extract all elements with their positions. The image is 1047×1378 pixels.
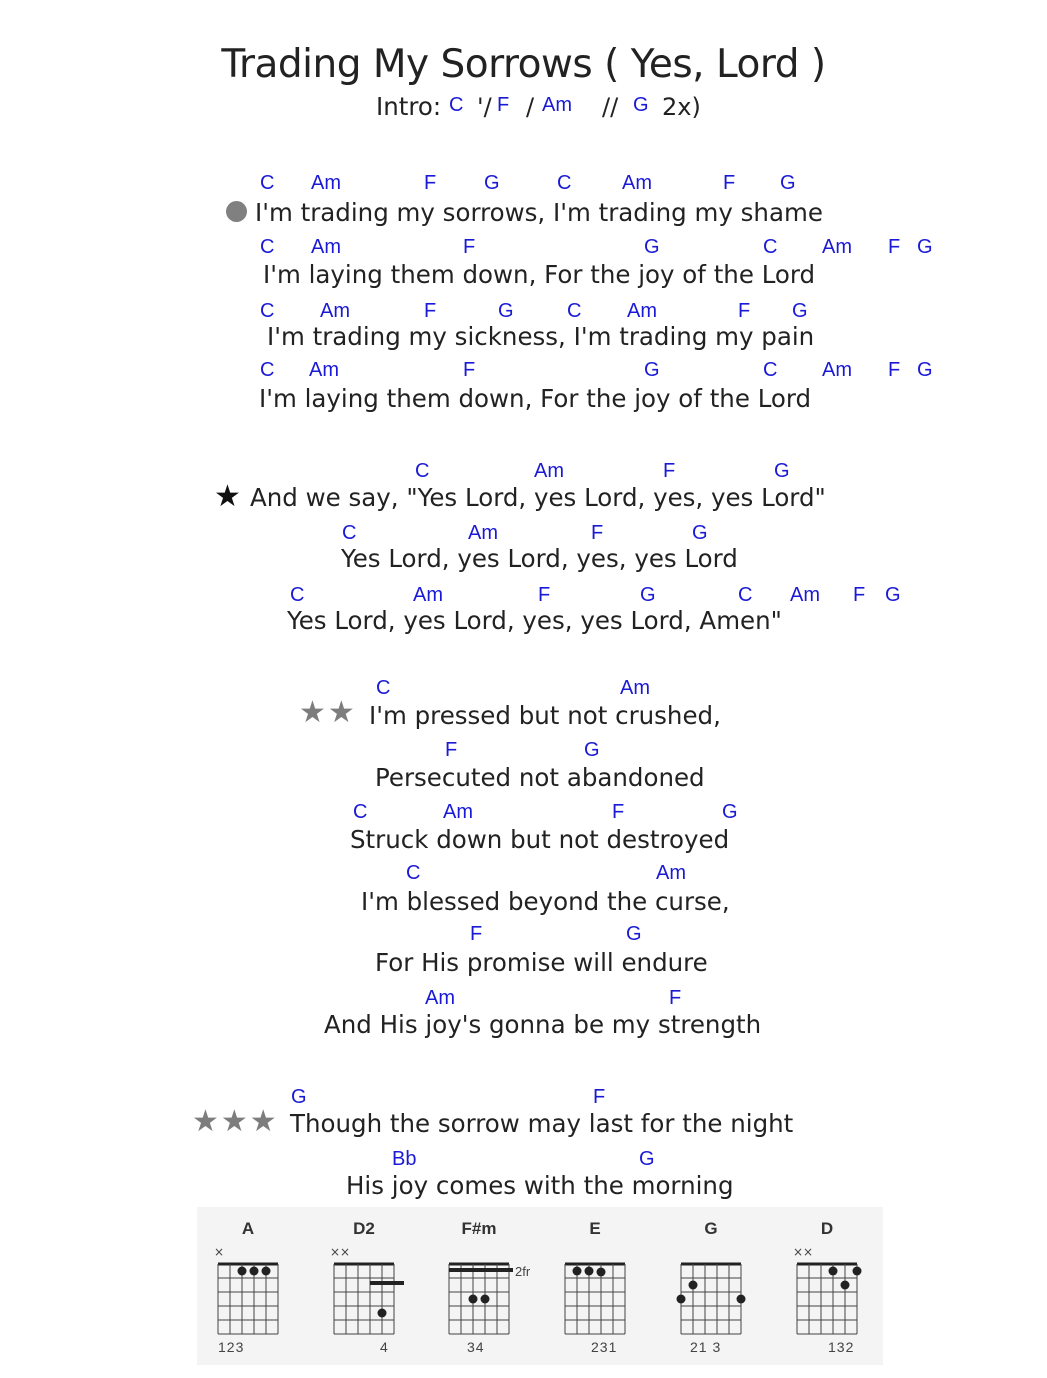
barre-bar: [449, 1268, 513, 1272]
intro-chord: F: [497, 94, 510, 116]
finger-dot: [689, 1281, 698, 1290]
chord-symbol: F: [723, 172, 736, 194]
finger-dot: [737, 1295, 746, 1304]
lyric-line: I'm trading my sickness, I'm trading my pain: [267, 322, 815, 351]
chord-symbol: Am: [443, 801, 473, 823]
intro-chord: C: [449, 94, 464, 116]
finger-dot: [585, 1267, 594, 1276]
finger-numbers: 21 3: [690, 1339, 722, 1355]
chord-symbol: G: [722, 801, 738, 823]
lyric-line: Yes Lord, yes Lord, yes, yes Lord: [341, 544, 738, 573]
chord-symbol: Am: [822, 236, 852, 258]
intro-separator: //: [602, 93, 619, 121]
finger-dot: [573, 1267, 582, 1276]
chord-symbol: C: [406, 862, 421, 884]
chord-symbol: C: [763, 236, 778, 258]
lyric-line: And His joy's gonna be my strength: [324, 1010, 762, 1039]
chord-symbol: F: [538, 584, 551, 606]
chord-symbol: F: [669, 987, 682, 1009]
intro-separator: /: [526, 93, 535, 121]
chord-symbol: F: [424, 172, 437, 194]
song-title: Trading My Sorrows ( Yes, Lord ): [221, 42, 826, 87]
chord-symbol: Am: [790, 584, 820, 606]
section-star-marker: ★★★: [192, 1104, 279, 1139]
chord-diagrams: [197, 1207, 883, 1365]
chord-diagram-name: D2: [353, 1219, 375, 1238]
chord-symbol: C: [738, 584, 753, 606]
chord-symbol: C: [353, 801, 368, 823]
finger-dot: [378, 1309, 387, 1318]
muted-string-marks: ××: [330, 1245, 351, 1259]
chord-symbol: G: [774, 460, 790, 482]
finger-numbers: 4: [380, 1339, 389, 1355]
chord-symbol: Am: [627, 300, 657, 322]
finger-dot: [677, 1295, 686, 1304]
lyric-line: I'm pressed but not crushed,: [369, 701, 721, 730]
finger-numbers: 123: [218, 1339, 245, 1355]
chord-symbol: F: [463, 359, 476, 381]
chord-symbol: Am: [311, 236, 341, 258]
chord-symbol: G: [644, 236, 660, 258]
finger-dot: [853, 1267, 862, 1276]
chord-symbol: G: [291, 1086, 307, 1108]
chord-symbol: F: [424, 300, 437, 322]
intro-chord: G: [633, 94, 649, 116]
chord-symbol: F: [612, 801, 625, 823]
chord-symbol: G: [792, 300, 808, 322]
chord-symbol: C: [260, 172, 275, 194]
chord-symbol: G: [584, 739, 600, 761]
intro-label: Intro:: [376, 92, 442, 121]
chord-symbol: C: [260, 359, 275, 381]
chord-symbol: F: [593, 1086, 606, 1108]
chord-diagram-name: A: [241, 1219, 255, 1238]
chord-symbol: G: [692, 522, 708, 544]
chord-symbol: F: [888, 236, 901, 258]
barre-bar: [370, 1281, 404, 1285]
chord-symbol: F: [463, 236, 476, 258]
lyric-line: I'm laying them down, For the joy of the Lord: [259, 384, 812, 413]
chord-symbol: Am: [822, 359, 852, 381]
chord-symbol: C: [376, 677, 391, 699]
intro-separator: 2x): [662, 93, 701, 121]
muted-string-marks: ×: [214, 1245, 225, 1259]
intro-chord: Am: [542, 94, 572, 116]
finger-dot: [597, 1268, 606, 1277]
lyric-line: Persecuted not abandoned: [375, 763, 705, 792]
chord-symbol: F: [591, 522, 604, 544]
finger-dot: [829, 1267, 838, 1276]
chord-symbol: Am: [534, 460, 564, 482]
chord-symbol: C: [415, 460, 430, 482]
chord-diagram-name: E: [589, 1219, 601, 1238]
chord-symbol: C: [290, 584, 305, 606]
chord-diagram-name: D: [820, 1219, 834, 1238]
lyric-line: And we say, "Yes Lord, yes Lord, yes, yes Lord": [250, 483, 826, 512]
chord-symbol: C: [260, 300, 275, 322]
chord-diagram-panel: [197, 1207, 883, 1365]
finger-dot: [250, 1267, 259, 1276]
finger-dot: [469, 1295, 478, 1304]
chord-symbol: Am: [311, 172, 341, 194]
lyric-line: His joy comes with the morning: [346, 1171, 734, 1200]
lyric-line: Yes Lord, yes Lord, yes, yes Lord, Amen": [287, 606, 782, 635]
lyric-line: Though the sorrow may last for the night: [290, 1109, 794, 1138]
section-star-marker: ★: [214, 479, 243, 514]
section-star-marker: ★★: [299, 695, 357, 730]
fret-position-label: 2fr: [515, 1264, 531, 1279]
finger-dot: [238, 1267, 247, 1276]
lyric-line: I'm laying them down, For the joy of the Lord: [263, 260, 816, 289]
muted-string-marks: ××: [793, 1245, 814, 1259]
intro-separator: '/: [477, 93, 492, 121]
finger-dot: [262, 1267, 271, 1276]
finger-numbers: 231: [591, 1339, 618, 1355]
chord-symbol: F: [470, 923, 483, 945]
chord-symbol: G: [780, 172, 796, 194]
chord-symbol: Am: [620, 677, 650, 699]
lyric-line: Struck down but not destroyed: [350, 825, 730, 854]
lyric-line: I'm trading my sorrows, I'm trading my shame: [255, 198, 823, 227]
chord-symbol: F: [663, 460, 676, 482]
chord-symbol: Bb: [392, 1148, 417, 1170]
finger-dot: [841, 1281, 850, 1290]
chord-symbol: Am: [656, 862, 686, 884]
chord-symbol: Am: [622, 172, 652, 194]
chord-symbol: G: [498, 300, 514, 322]
chord-symbol: Am: [309, 359, 339, 381]
chord-symbol: C: [763, 359, 778, 381]
finger-dot: [481, 1295, 490, 1304]
chord-symbol: G: [639, 1148, 655, 1170]
chord-symbol: Am: [413, 584, 443, 606]
chord-symbol: G: [885, 584, 901, 606]
chord-diagram-name: F#m: [461, 1219, 497, 1238]
chord-symbol: G: [626, 923, 642, 945]
chord-symbol: F: [853, 584, 866, 606]
chord-symbol: G: [644, 359, 660, 381]
chord-symbol: C: [342, 522, 357, 544]
chord-symbol: F: [888, 359, 901, 381]
finger-numbers: 34: [467, 1339, 485, 1355]
chord-symbol: Am: [425, 987, 455, 1009]
chord-symbol: C: [557, 172, 572, 194]
lyric-line: For His promise will endure: [375, 948, 708, 977]
chord-symbol: C: [567, 300, 582, 322]
section-bullet-dot: [226, 201, 247, 222]
chord-symbol: G: [640, 584, 656, 606]
chord-symbol: G: [484, 172, 500, 194]
chord-symbol: G: [917, 236, 933, 258]
chord-symbol: F: [445, 739, 458, 761]
finger-numbers: 132: [828, 1339, 855, 1355]
chord-symbol: C: [260, 236, 275, 258]
chord-symbol: G: [917, 359, 933, 381]
chord-symbol: Am: [468, 522, 498, 544]
lyric-line: I'm blessed beyond the curse,: [361, 887, 730, 916]
chord-symbol: F: [738, 300, 751, 322]
chord-diagram-name: G: [704, 1219, 718, 1238]
chord-symbol: Am: [320, 300, 350, 322]
